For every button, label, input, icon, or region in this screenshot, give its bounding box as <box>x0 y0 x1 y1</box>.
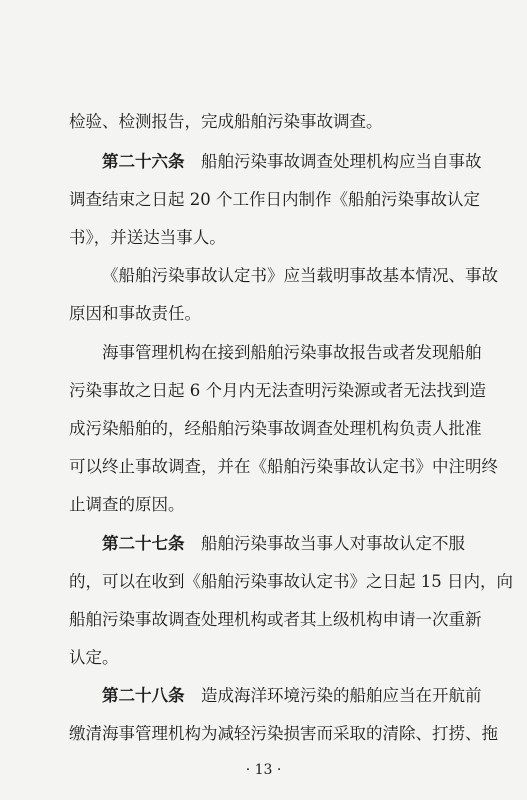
text-line: 书》，并送达当事人。 <box>69 228 226 247</box>
text-line: 《船舶污染事故认定书》应当载明事故基本情况、事故 <box>102 266 498 285</box>
text-line: 可以终止事故调查，并在《船舶污染事故认定书》中注明终 <box>69 457 498 476</box>
text-line: 调查结束之日起 20 个工作日内制作《船舶污染事故认定 <box>69 190 480 209</box>
text-line: 成污染船舶的，经船舶污染事故调查处理机构负责人批准 <box>69 419 482 438</box>
article-28-heading-line: 第二十八条 造成海洋环境污染的船舶应当在开航前 <box>102 686 482 705</box>
page-number: · 13 · <box>245 762 282 778</box>
text-line: 污染事故之日起 6 个月内无法查明污染源或者无法找到造 <box>69 381 486 400</box>
article-number: 第二十七条 <box>102 534 185 553</box>
article-number: 第二十六条 <box>102 152 185 171</box>
text-line: 原因和事故责任。 <box>69 304 201 323</box>
article-27-heading-line: 第二十七条 船舶污染事故当事人对事故认定不服 <box>102 534 465 553</box>
text-line: 缴清海事管理机构为减轻污染损害而采取的清除、打捞、拖 <box>69 724 498 743</box>
article-number: 第二十八条 <box>102 686 185 705</box>
text-line: 检验、检测报告，完成船舶污染事故调查。 <box>69 112 383 131</box>
article-26-heading-line: 第二十六条 船舶污染事故调查处理机构应当自事故 <box>102 152 482 171</box>
text-line: 认定。 <box>69 648 119 667</box>
text-line: 船舶污染事故调查处理机构或者其上级机构申请一次重新 <box>69 610 482 629</box>
text-line: 止调查的原因。 <box>69 495 185 514</box>
text-line: 的，可以在收到《船舶污染事故认定书》之日起 15 日内，向 <box>69 572 513 591</box>
text-line: 海事管理机构在接到船舶污染事故报告或者发现船舶 <box>102 343 482 362</box>
